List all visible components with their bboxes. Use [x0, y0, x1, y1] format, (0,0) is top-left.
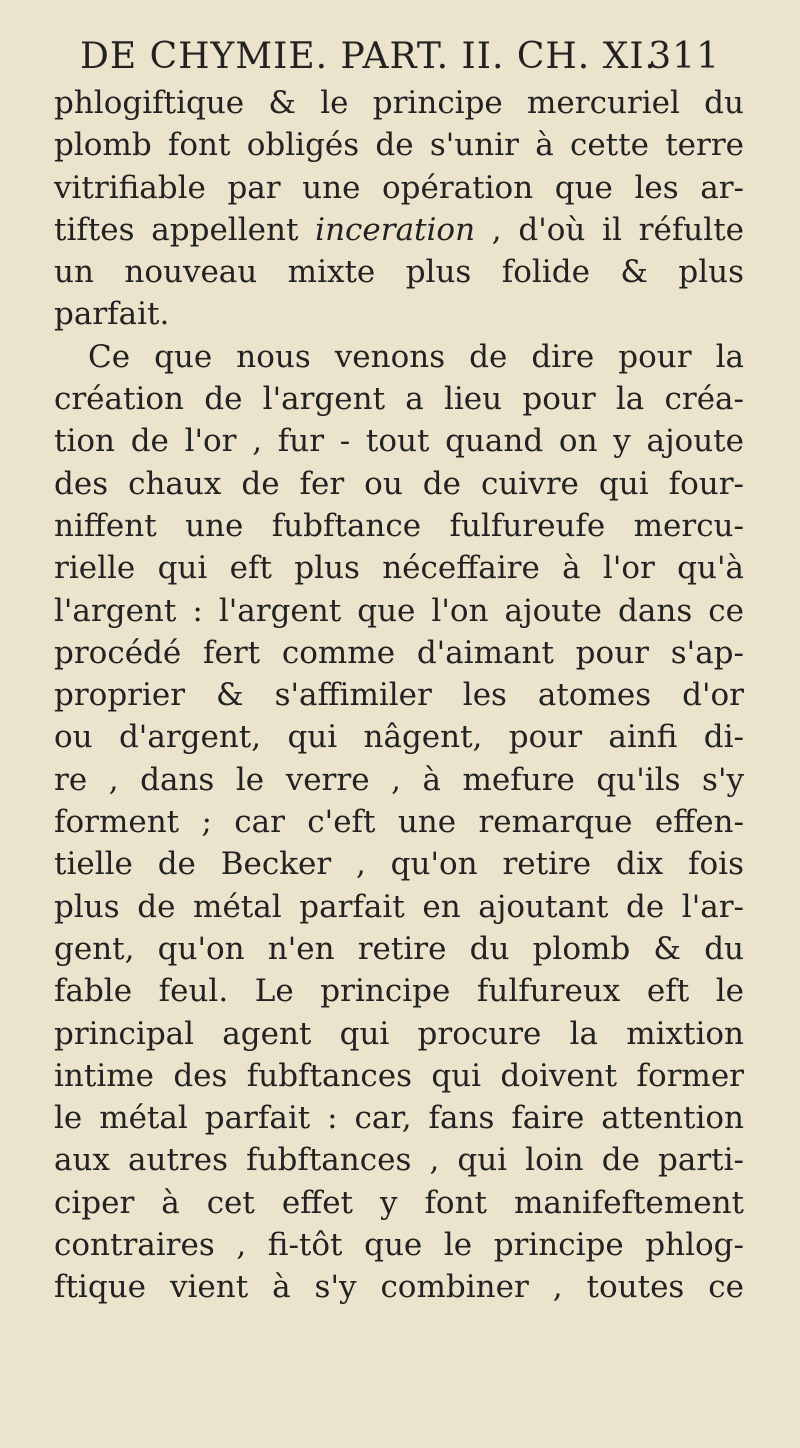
text-line: un nouveau mixte plus folide & plus: [54, 254, 744, 291]
text-line: l'argent : l'argent que l'on ajoute dans ce: [54, 592, 744, 629]
text-line: ciper à cet effet y font manifeftement: [54, 1184, 744, 1221]
text-line: plomb font obligés de s'unir à cette terre: [54, 127, 744, 164]
text-run: tiftes appellent: [54, 211, 316, 248]
text-line: parfait.: [54, 296, 170, 333]
body-text: [54, 82, 744, 1309]
text-line: aux autres fubftances , qui loin de parti-: [54, 1142, 744, 1179]
text-line: phlogiftique & le principe mercuriel du: [54, 85, 744, 121]
text-line: rielle qui eft plus néceffaire à l'or qu'à: [54, 550, 744, 587]
text-line: intime des fubftances qui doivent former: [54, 1057, 744, 1094]
text-line: gent, qu'on n'en retire du plomb & du: [54, 930, 744, 967]
italic-term: inceration: [315, 211, 476, 248]
page-number: 311: [648, 36, 720, 77]
text-line: des chaux de fer ou de cuivre qui four-: [54, 465, 744, 502]
text-line: ftique vient à s'y combiner , toutes ce: [54, 1269, 744, 1306]
text-line: tielle de Becker , qu'on retire dix fois: [54, 846, 744, 883]
text-run: , d'où il réfulte: [475, 211, 744, 248]
text-line: procédé fert comme d'aimant pour s'ap-: [54, 634, 744, 671]
text-line: fable feul. Le principe fulfureux eft le: [54, 973, 744, 1010]
running-head-title: DE CHYMIE. PART. II. CH. XI.: [80, 36, 657, 77]
text-line: re , dans le verre , à mefure qu'ils s'y: [54, 761, 744, 798]
text-line: contraires , fi-tôt que le principe phlog-: [54, 1227, 744, 1264]
text-line: vitrifiable par une opération que les ar-: [54, 169, 744, 206]
text-line: principal agent qui procure la mixtion: [54, 1015, 744, 1052]
text-line: proprier & s'affimiler les atomes d'or: [54, 677, 744, 714]
text-line: ou d'argent, qui nâgent, pour ainfi di-: [54, 719, 744, 756]
text-line: Ce que nous venons de dire pour la: [88, 338, 744, 375]
text-line-with-italic: [54, 209, 744, 251]
text-line: niffent une fubftance fulfureufe mercu-: [54, 507, 744, 544]
text-line: création de l'argent a lieu pour la créa-: [54, 381, 744, 418]
text-line: plus de métal parfait en ajoutant de l'ar-: [54, 888, 744, 925]
text-line: le métal parfait : car, fans faire attention: [54, 1100, 744, 1137]
running-head: [80, 36, 720, 82]
text-line: forment ; car c'eft une remarque effen-: [54, 804, 744, 841]
text-line: tion de l'or , fur - tout quand on y ajoute: [54, 423, 744, 460]
